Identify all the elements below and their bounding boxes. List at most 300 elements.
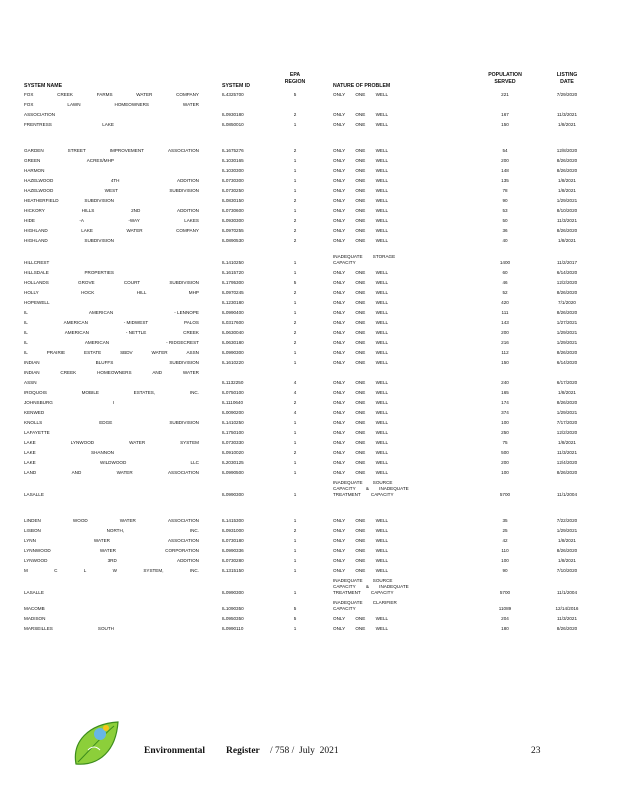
table-row: [0, 538, 618, 548]
epa-region: 1: [293, 360, 297, 365]
system-id: IL0090200: [222, 410, 244, 415]
system-name-word: IL: [24, 340, 28, 345]
listing-date: 11/2/2017: [556, 260, 578, 265]
listing-date: 8/26/2020: [556, 470, 578, 475]
system-name: [24, 168, 199, 174]
col-header-system-id: SYSTEM ID: [222, 83, 250, 89]
system-id: IL1410250: [222, 420, 244, 425]
nature-of-problem: CAPACITY & INADEQUATE: [333, 486, 409, 491]
system-id: IL1750100: [222, 430, 244, 435]
system-name-word: LLC: [190, 460, 199, 465]
system-name-word: ADDITION: [177, 208, 199, 213]
listing-date: 11/3/2021: [556, 112, 578, 117]
system-name-word: INDIAN: [24, 370, 40, 375]
system-name: [24, 228, 199, 234]
epa-line1: EPA: [289, 72, 301, 78]
system-id: IL1410250: [222, 260, 244, 265]
population-served: 42: [502, 538, 508, 543]
listing-date: 12/2/2020: [556, 430, 578, 435]
epa-region: 1: [293, 626, 297, 631]
population-served: 221: [501, 92, 509, 97]
system-name-word: -WAY: [128, 218, 140, 223]
epa-region: 1: [293, 558, 297, 563]
footer-register: Register: [226, 746, 260, 756]
listing-date: 1/29/2021: [556, 330, 578, 335]
system-id: IL0930300: [222, 218, 244, 223]
table-row: [0, 270, 618, 280]
population-served: 112: [501, 350, 509, 355]
population-served: 200: [501, 158, 509, 163]
nature-of-problem: INADEQUATE STORAGE: [333, 254, 396, 259]
system-id: IL0970245: [222, 290, 244, 295]
system-id: IL0990110: [222, 626, 244, 631]
system-name-word: FOX: [24, 92, 34, 97]
system-id: IL0730330: [222, 440, 244, 445]
epa-region: 5: [293, 280, 297, 285]
epa-region: 5: [293, 616, 297, 621]
listing-line1: LISTING: [556, 72, 578, 78]
listing-date: 11/3/2021: [556, 218, 578, 223]
population-served: 53: [502, 208, 508, 213]
system-name-word: - NETTLE: [125, 330, 147, 335]
listing-date: 8/10/2020: [556, 208, 578, 213]
table-row: [0, 178, 618, 188]
system-id: IL0990300: [222, 492, 244, 497]
system-name-word: HOMEOWNERS: [114, 102, 149, 107]
system-name-word: LAKES: [184, 218, 199, 223]
system-id: IL0990300: [222, 350, 244, 355]
system-name-word: -A: [79, 218, 84, 223]
system-name: [24, 238, 114, 244]
table-row: [0, 460, 618, 470]
system-name-word: W: [112, 568, 117, 573]
system-id: IL0970255: [222, 228, 244, 233]
system-name-word: HOPEWELL: [24, 300, 50, 305]
system-name-word: HOLLANDS: [24, 280, 49, 285]
system-id: IL1030165: [222, 158, 244, 163]
system-name-word: ESTATES,: [133, 390, 156, 395]
system-name-word: ASSOCIATION: [24, 112, 56, 117]
epa-region: 1: [293, 122, 297, 127]
system-name-word: 4TH: [110, 178, 120, 183]
table-row: [0, 122, 618, 132]
nature-of-problem: ONLY ONE WELL: [333, 548, 389, 553]
system-name: [24, 280, 199, 286]
nature-of-problem: TREATMENT CAPACITY: [333, 590, 394, 595]
nature-of-problem: ONLY ONE WELL: [333, 188, 389, 193]
listing-date: 1/8/2021: [558, 390, 576, 395]
nature-of-problem: ONLY ONE WELL: [333, 290, 389, 295]
system-name-word: WATER: [129, 440, 146, 445]
system-name-word: WATER: [151, 350, 168, 355]
population-served: 50: [502, 218, 508, 223]
listing-date: 8/26/2020: [556, 400, 578, 405]
epa-region: 2: [293, 148, 297, 153]
system-name-word: SUBDIVISION: [84, 238, 114, 243]
system-name: [24, 420, 199, 426]
table-row: [0, 400, 618, 410]
epa-region: 1: [293, 158, 297, 163]
system-name-word: FRENTRESS: [24, 122, 52, 127]
epa-region: 1: [293, 470, 297, 475]
system-name-word: SHANNON: [91, 450, 114, 455]
system-name-word: SBDV: [120, 350, 133, 355]
population-served: 180: [501, 626, 509, 631]
system-name: [24, 112, 199, 118]
system-name: [24, 290, 199, 296]
system-name-word: CREEK: [183, 330, 199, 335]
system-name-word: WATER: [116, 470, 133, 475]
table-row: [0, 390, 618, 400]
system-id: IL1090350: [222, 606, 244, 611]
system-name-word: IL: [24, 350, 28, 355]
nature-of-problem: ONLY ONE WELL: [333, 198, 389, 203]
population-served: 100: [501, 558, 509, 563]
system-name-word: LAWN: [67, 102, 81, 107]
system-name-word: COMPANY: [176, 92, 199, 97]
system-name-word: FOX: [24, 102, 34, 107]
system-name-word: WATER: [119, 518, 136, 523]
system-name-word: IMPROVEMENT: [109, 148, 144, 153]
epa-region: 2: [293, 330, 297, 335]
system-id: IL0930180: [222, 112, 244, 117]
system-name-word: CREEK: [60, 370, 77, 375]
system-id: IL0730300: [222, 178, 244, 183]
listing-date: 6/14/2020: [556, 360, 578, 365]
system-name: [24, 178, 199, 184]
nature-of-problem: ONLY ONE WELL: [333, 470, 389, 475]
system-id: IL0317600: [222, 320, 244, 325]
system-name-word: IROQUOIS: [24, 390, 47, 395]
epa-region: 1: [293, 300, 297, 305]
system-name-word: L: [83, 568, 87, 573]
system-name-word: WATER: [126, 228, 143, 233]
epa-region: 4: [293, 380, 297, 385]
system-name-word: - LENNOPE: [174, 310, 199, 315]
table-row: [0, 470, 618, 480]
epa-region: 5: [293, 92, 297, 97]
table-row: [0, 148, 618, 158]
epa-region: 1: [293, 270, 297, 275]
system-name-word: C: [54, 568, 58, 573]
system-name-word: LAKE: [24, 440, 36, 445]
table-row: [0, 168, 618, 178]
listing-date: 7/22/2020: [556, 518, 578, 523]
system-name-word: LYNWOOD: [70, 440, 95, 445]
nature-of-problem: CAPACITY: [333, 260, 356, 265]
table-row: [0, 440, 618, 450]
system-id: IL0910020: [222, 450, 244, 455]
system-name-word: HIDE: [24, 218, 35, 223]
nature-of-problem: ONLY ONE WELL: [333, 360, 389, 365]
system-name-word: 2ND: [131, 208, 141, 213]
system-name-word: LASALLE: [24, 590, 44, 595]
system-name-word: ASSOCIATION: [167, 470, 199, 475]
population-served: 111: [501, 310, 509, 315]
nature-of-problem: ONLY ONE WELL: [333, 420, 389, 425]
system-name-word: SUBDIVISION: [169, 280, 199, 285]
population-served: 90: [502, 568, 508, 573]
population-served: 40: [502, 238, 508, 243]
system-id: IL0950350: [222, 616, 244, 621]
epa-region: 2: [293, 290, 297, 295]
system-name-word: - RIDGECREST: [166, 340, 199, 345]
listing-date: 8/26/2020: [556, 290, 578, 295]
system-name: [24, 188, 199, 194]
system-name: [24, 390, 199, 396]
table-row: [0, 208, 618, 218]
system-name-word: KNOLLS: [24, 420, 43, 425]
table-row: [0, 450, 618, 460]
system-name: [24, 148, 199, 154]
nature-of-problem: ONLY ONE WELL: [333, 340, 389, 345]
system-name: [24, 380, 199, 386]
nature-of-problem: ONLY ONE WELL: [333, 228, 389, 233]
population-served: 200: [501, 460, 509, 465]
population-served: 216: [501, 340, 509, 345]
system-id: IL0931000: [222, 528, 244, 533]
system-name-word: LAKE: [24, 450, 36, 455]
listing-date: 1/8/2021: [558, 188, 576, 193]
system-id: IL0830150: [222, 198, 244, 203]
system-name-word: PRAIRIE: [46, 350, 66, 355]
system-name-word: MHP: [188, 290, 199, 295]
system-name-word: AMERICAN: [88, 310, 114, 315]
system-name-word: LAND: [24, 470, 37, 475]
system-name-word: INC.: [189, 528, 199, 533]
system-name-word: HARMON: [24, 168, 45, 173]
listing-date: 11/3/2021: [556, 450, 578, 455]
system-name-word: AND: [152, 370, 163, 375]
table-row: [0, 360, 618, 370]
nature-of-problem: ONLY ONE WELL: [333, 538, 389, 543]
system-name-word: WATER: [93, 538, 110, 543]
system-id: IL1675276: [222, 148, 244, 153]
nature-of-problem: ONLY ONE WELL: [333, 568, 389, 573]
epa-region: 2: [293, 528, 297, 533]
system-name-word: IL: [24, 310, 28, 315]
epa-region: 2: [293, 238, 297, 243]
table-row: [0, 626, 618, 636]
listing-date: 1/8/2021: [558, 440, 576, 445]
system-name: [24, 340, 199, 346]
nature-of-problem: ONLY ONE WELL: [333, 518, 389, 523]
listing-date: 6/17/2020: [556, 380, 578, 385]
system-name-word: AMERICAN: [84, 340, 110, 345]
nature-of-problem: ONLY ONE WELL: [333, 238, 389, 243]
system-name-word: ACRES/MHP: [86, 158, 114, 163]
system-name-word: M: [24, 568, 28, 573]
table-row: [0, 548, 618, 558]
system-name-word: HAZELWOOD: [24, 178, 54, 183]
listing-line2: DATE: [560, 79, 574, 85]
population-served: 100: [501, 420, 509, 425]
system-name-word: EDGE: [99, 420, 113, 425]
nature-of-problem: ONLY ONE WELL: [333, 122, 389, 127]
system-name-word: ADDITION: [177, 178, 199, 183]
system-name-word: AMERICAN: [63, 320, 88, 325]
system-name-word: SYSTEM: [180, 440, 199, 445]
epa-region: 1: [293, 440, 297, 445]
population-served: 52: [502, 290, 508, 295]
listing-date: 1/29/2021: [556, 528, 578, 533]
system-name: [24, 320, 199, 326]
nature-of-problem: ONLY ONE WELL: [333, 158, 389, 163]
table-row: [0, 600, 618, 616]
listing-date: 1/8/2021: [558, 558, 576, 563]
population-served: 90: [502, 198, 508, 203]
population-served: 75: [502, 440, 508, 445]
system-name: [24, 410, 199, 416]
epa-region: 1: [293, 310, 297, 315]
system-name-word: ASSN: [24, 380, 37, 385]
system-name-word: HIGHLAND: [24, 238, 48, 243]
system-name-word: LAKE: [102, 122, 114, 127]
listing-date: 1/8/2021: [558, 238, 576, 243]
system-name-word: HOLLY: [24, 290, 39, 295]
epa-region: 4: [293, 410, 297, 415]
listing-date: 8/26/2020: [556, 228, 578, 233]
system-name-word: LYNNWOOD: [24, 548, 51, 553]
system-name-word: GROVE: [78, 280, 95, 285]
system-name: [24, 616, 199, 622]
system-name: [24, 370, 199, 376]
system-name-word: WILDWOOD: [100, 460, 127, 465]
population-served: 165: [501, 390, 509, 395]
listing-date: 12/14/2016: [555, 606, 579, 611]
listing-date: 11/1/2004: [556, 590, 578, 595]
system-name-word: JOHNSBURG: [24, 400, 53, 405]
system-name-word: COMPANY: [176, 228, 199, 233]
epa-region: 2: [293, 340, 297, 345]
system-name: [24, 360, 199, 366]
table-row: [0, 558, 618, 568]
nature-of-problem: ONLY ONE WELL: [333, 280, 389, 285]
leaf-logo-icon: [70, 720, 122, 770]
footer-publication: Environmental: [144, 746, 206, 756]
epa-region: 1: [293, 188, 297, 193]
listing-date: 1/8/2021: [558, 178, 576, 183]
system-name: [24, 400, 114, 406]
population-served: 78: [502, 188, 508, 193]
system-name: [24, 330, 199, 336]
nature-of-problem: ONLY ONE WELL: [333, 310, 389, 315]
population-served: 110: [501, 548, 509, 553]
nature-of-problem: ONLY ONE WELL: [333, 450, 389, 455]
system-name-word: HILLCREST: [24, 260, 50, 265]
table-row: [0, 430, 618, 440]
system-name-word: CORPORATION: [165, 548, 199, 553]
epa-region: 1: [293, 460, 297, 465]
system-id: IL0990400: [222, 310, 244, 315]
system-name-word: NORTH,: [106, 528, 125, 533]
population-line1: POPULATION: [488, 72, 522, 78]
epa-region: 1: [293, 178, 297, 183]
epa-region: 2: [293, 198, 297, 203]
system-name-word: HILLSDALE: [24, 270, 49, 275]
nature-of-problem: ONLY ONE WELL: [333, 400, 389, 405]
table-row: [0, 228, 618, 238]
system-name: [24, 300, 199, 306]
system-name: [24, 568, 199, 574]
nature-of-problem: ONLY ONE WELL: [333, 350, 389, 355]
system-id: IL0990500: [222, 470, 244, 475]
col-header-population: [480, 72, 530, 86]
system-name: [24, 470, 199, 476]
system-id: IL2030125: [222, 460, 244, 465]
table-row: [0, 380, 618, 390]
system-name-word: HILL: [136, 290, 147, 295]
listing-date: 1/27/2021: [556, 320, 578, 325]
population-served: 1400: [499, 260, 511, 265]
system-id: IL0990336: [222, 548, 244, 553]
table-row: [0, 480, 618, 502]
system-id: IL0730250: [222, 188, 244, 193]
listing-date: 1/29/2021: [556, 410, 578, 415]
listing-date: 8/26/2020: [556, 548, 578, 553]
system-name-word: STREET: [67, 148, 86, 153]
system-name: [24, 218, 199, 224]
system-name-word: CREEK: [57, 92, 73, 97]
system-name: [24, 538, 199, 544]
system-name-word: WATER: [182, 102, 199, 107]
col-header-epa-region: [281, 72, 309, 86]
system-name-word: INC.: [189, 568, 199, 573]
system-name: [24, 626, 114, 632]
table-row: [0, 218, 618, 228]
table-row: [0, 188, 618, 198]
system-name-word: WATER: [182, 370, 199, 375]
nature-of-problem: ONLY ONE WELL: [333, 380, 389, 385]
system-name-word: ASSOCIATION: [167, 518, 199, 523]
epa-region: 1: [293, 590, 297, 595]
footer-page-number: 23: [531, 746, 541, 756]
system-id: IL1615720: [222, 270, 244, 275]
system-name: [24, 460, 199, 466]
nature-of-problem: ONLY ONE WELL: [333, 440, 389, 445]
water-system-table: [0, 92, 618, 636]
system-name: [24, 350, 199, 356]
system-name-word: ESTATE: [84, 350, 102, 355]
table-row: [0, 198, 618, 208]
listing-date: 11/1/2004: [556, 492, 578, 497]
col-header-nature: NATURE OF PROBLEM: [333, 83, 391, 89]
system-name-word: ASSOCIATION: [167, 538, 199, 543]
system-name-word: PROPERTIES: [84, 270, 114, 275]
system-name-word: HILLS: [81, 208, 95, 213]
population-served: 46: [502, 280, 508, 285]
population-served: 143: [501, 320, 509, 325]
epa-region: 1: [293, 350, 297, 355]
listing-date: 7/29/2020: [556, 92, 578, 97]
nature-of-problem: ONLY ONE WELL: [333, 558, 389, 563]
nature-of-problem: ONLY ONE WELL: [333, 330, 389, 335]
nature-of-problem: ONLY ONE WELL: [333, 92, 389, 97]
system-name-word: COURT: [123, 280, 141, 285]
epa-region: 1: [293, 260, 297, 265]
nature-of-problem: ONLY ONE WELL: [333, 178, 389, 183]
nature-of-problem: ONLY ONE WELL: [333, 148, 389, 153]
system-name-word: - MIDWEST: [123, 320, 149, 325]
system-name-word: SUBDIVISION: [169, 420, 199, 425]
col-header-listing-date: [550, 72, 584, 86]
system-id: IL0750100: [222, 390, 244, 395]
system-name: [24, 606, 199, 612]
system-name: [24, 260, 199, 266]
population-line2: SERVED: [494, 79, 516, 85]
table-row: [0, 92, 618, 102]
epa-region: 5: [293, 606, 297, 611]
